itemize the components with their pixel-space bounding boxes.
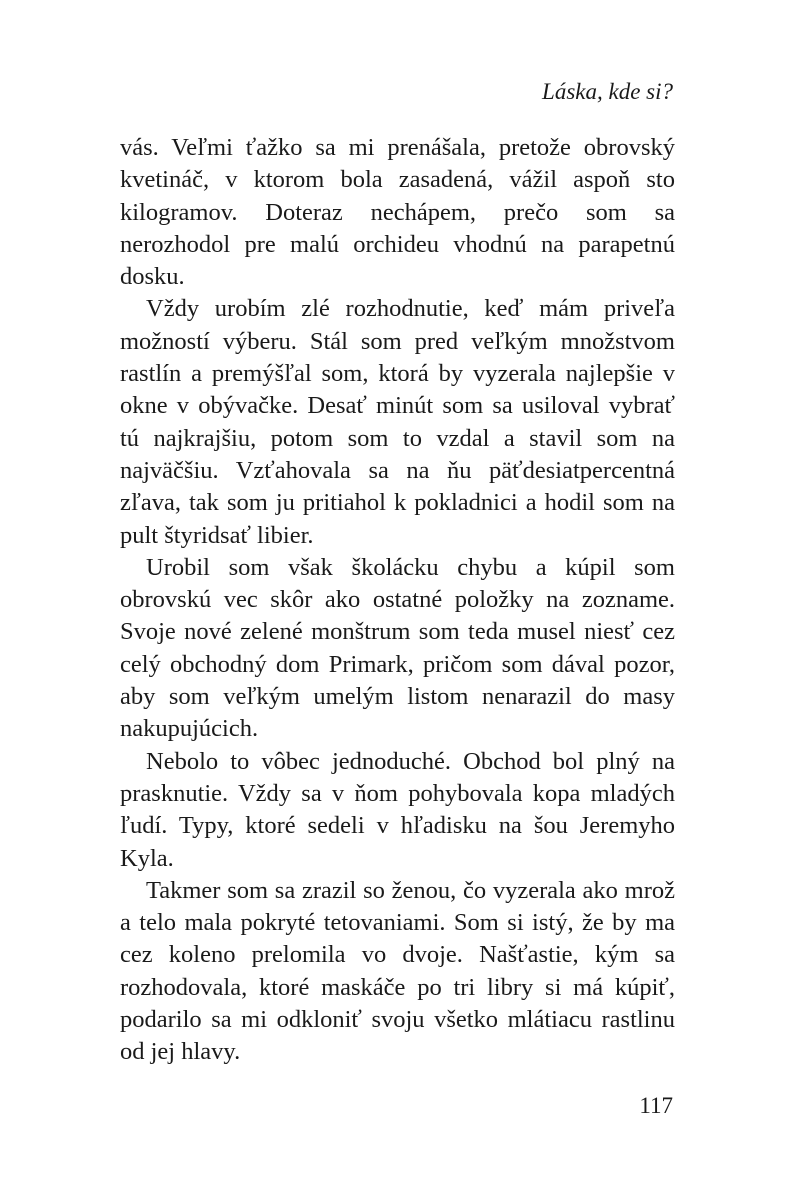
paragraph-2: Vždy urobím zlé rozhodnutie, keď mám priveľa možností výberu. Stál som pred veľkým množstvom rastlín a premýšľal som, ktorá by vyzerala najlepšie v okne v obývačke. Desať minút som sa usiloval vybrať tú najkrajšiu, potom som to vzdal a stavil som na najväčšiu. Vzťahovala sa na ňu päťdesiatpercentná zľava, tak som ju pritiahol k pokladnici a hodil som na pult štyridsať libier. xyxy=(120,295,675,549)
paragraph-3: Urobil som však školácku chybu a kúpil som obrovskú vec skôr ako ostatné položky na zozname. Svoje nové zelené monštrum som teda musel niesť cez celý obchodný dom Primark, pričom som dával pozor, aby som veľkým umelým listom nenarazil do masy nakupujúcich. xyxy=(120,553,675,743)
running-header-title: Láska, kde si? xyxy=(542,79,673,104)
paragraph-1: vás. Veľmi ťažko sa mi prenášala, pretože obrovský kvetináč, v ktorom bola zasadená, vážil aspoň sto kilogramov. Doteraz nechápem, prečo som sa nerozhodol pre malú orchideu vhodnú na parapetnú dosku. xyxy=(120,134,675,291)
page-number: 117 xyxy=(639,1093,673,1118)
paragraph-5: Takmer som sa zrazil so ženou, čo vyzerala ako mrož a telo mala pokryté tetovaniami. Som si istý, že by ma cez koleno prelomila vo dvoje. Našťastie, kým sa rozhodovala, ktoré maskáče po tri libry si má kúpiť, podarilo sa mi odkloniť svoju všetko mlátiacu rastlinu od jej hlavy. xyxy=(120,876,675,1066)
paragraph-4: Nebolo to vôbec jednoduché. Obchod bol plný na prasknutie. Vždy sa v ňom pohybovala kopa mladých ľudí. Typy, ktoré sedeli v hľadisku na šou Jeremyho Kyla. xyxy=(120,747,675,872)
body-text xyxy=(120,132,675,1069)
